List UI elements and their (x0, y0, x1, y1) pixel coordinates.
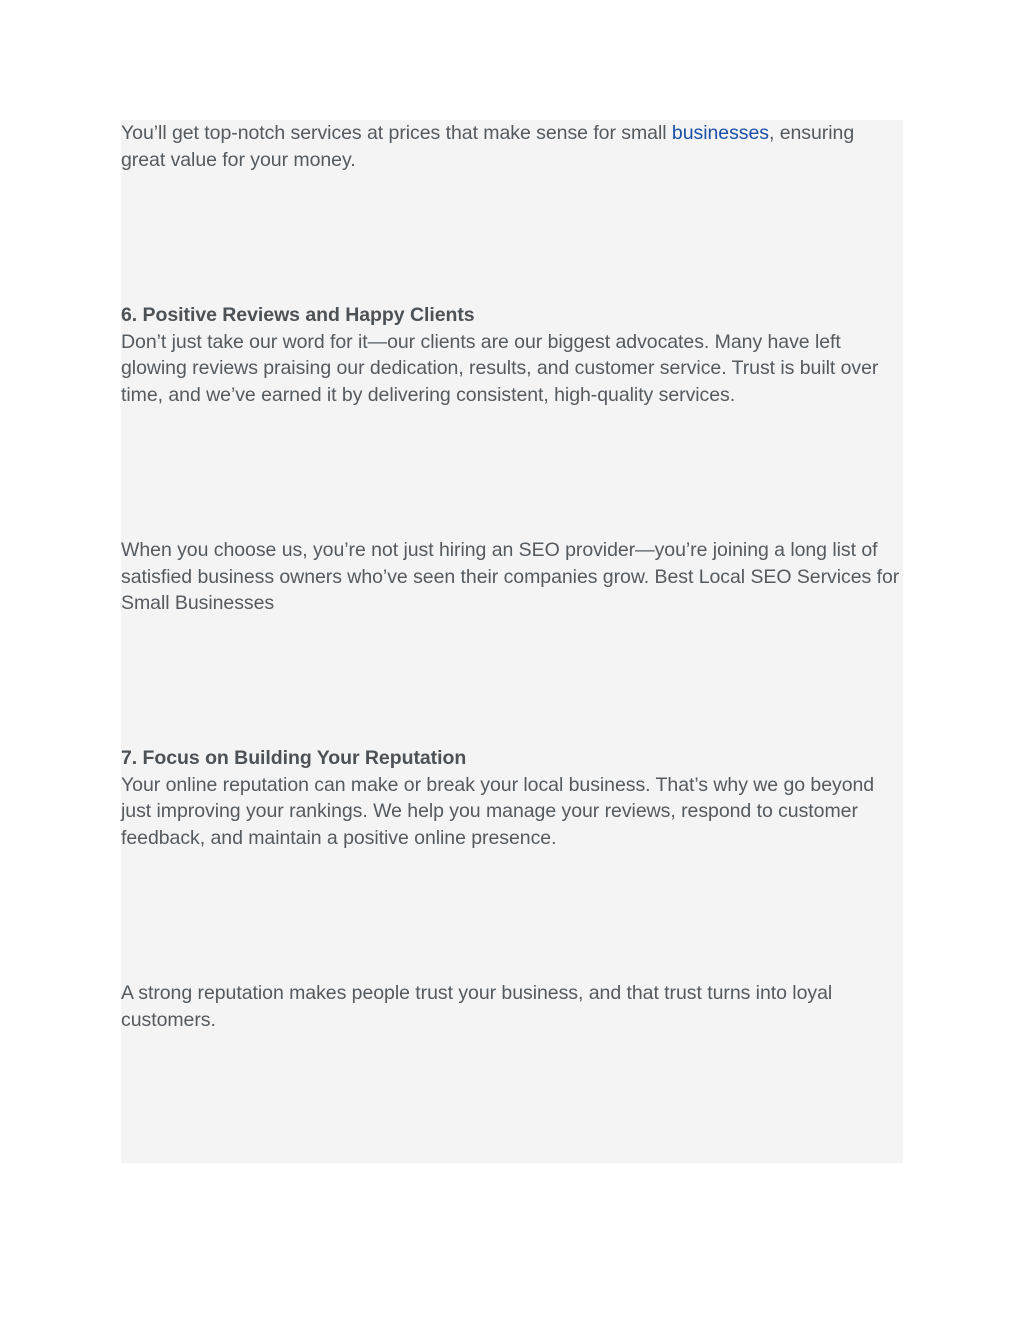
reviews-section (121, 302, 903, 408)
reviews-heading: 6. Positive Reviews and Happy Clients (121, 304, 475, 326)
content-block (121, 120, 903, 1163)
choose-paragraph: When you choose us, you’re not just hiring an SEO provider—you’re joining a long list of satisfied business owners who’ve seen their companies grow. Best Local SEO Services for Small Businesses (121, 539, 900, 614)
value-paragraph (121, 120, 903, 173)
reputation-body: Your online reputation can make or break your local business. That’s why we go beyond just improving your rankings. We help you manage your reviews, respond to customer feedback, and maintain a positive online presence. (121, 773, 875, 849)
value-text-before: You’ll get top-notch services at prices that make sense for small (121, 122, 672, 144)
reputation-section (121, 745, 903, 851)
value-text-after: , ensuring great value for your money. (121, 122, 855, 171)
reviews-body: Don’t just take our word for it—our clients are our biggest advocates. Many have left glowing reviews praising our dedication, results, and customer service. Trust is built over time, and we’ve earned it by delivering consistent, high-quality services. (121, 330, 879, 406)
businesses-link[interactable]: businesses (671, 122, 769, 144)
trust-paragraph: A strong reputation makes people trust your business, and that trust turns into loyal customers. (121, 982, 833, 1031)
reputation-heading: 7. Focus on Building Your Reputation (121, 747, 467, 769)
